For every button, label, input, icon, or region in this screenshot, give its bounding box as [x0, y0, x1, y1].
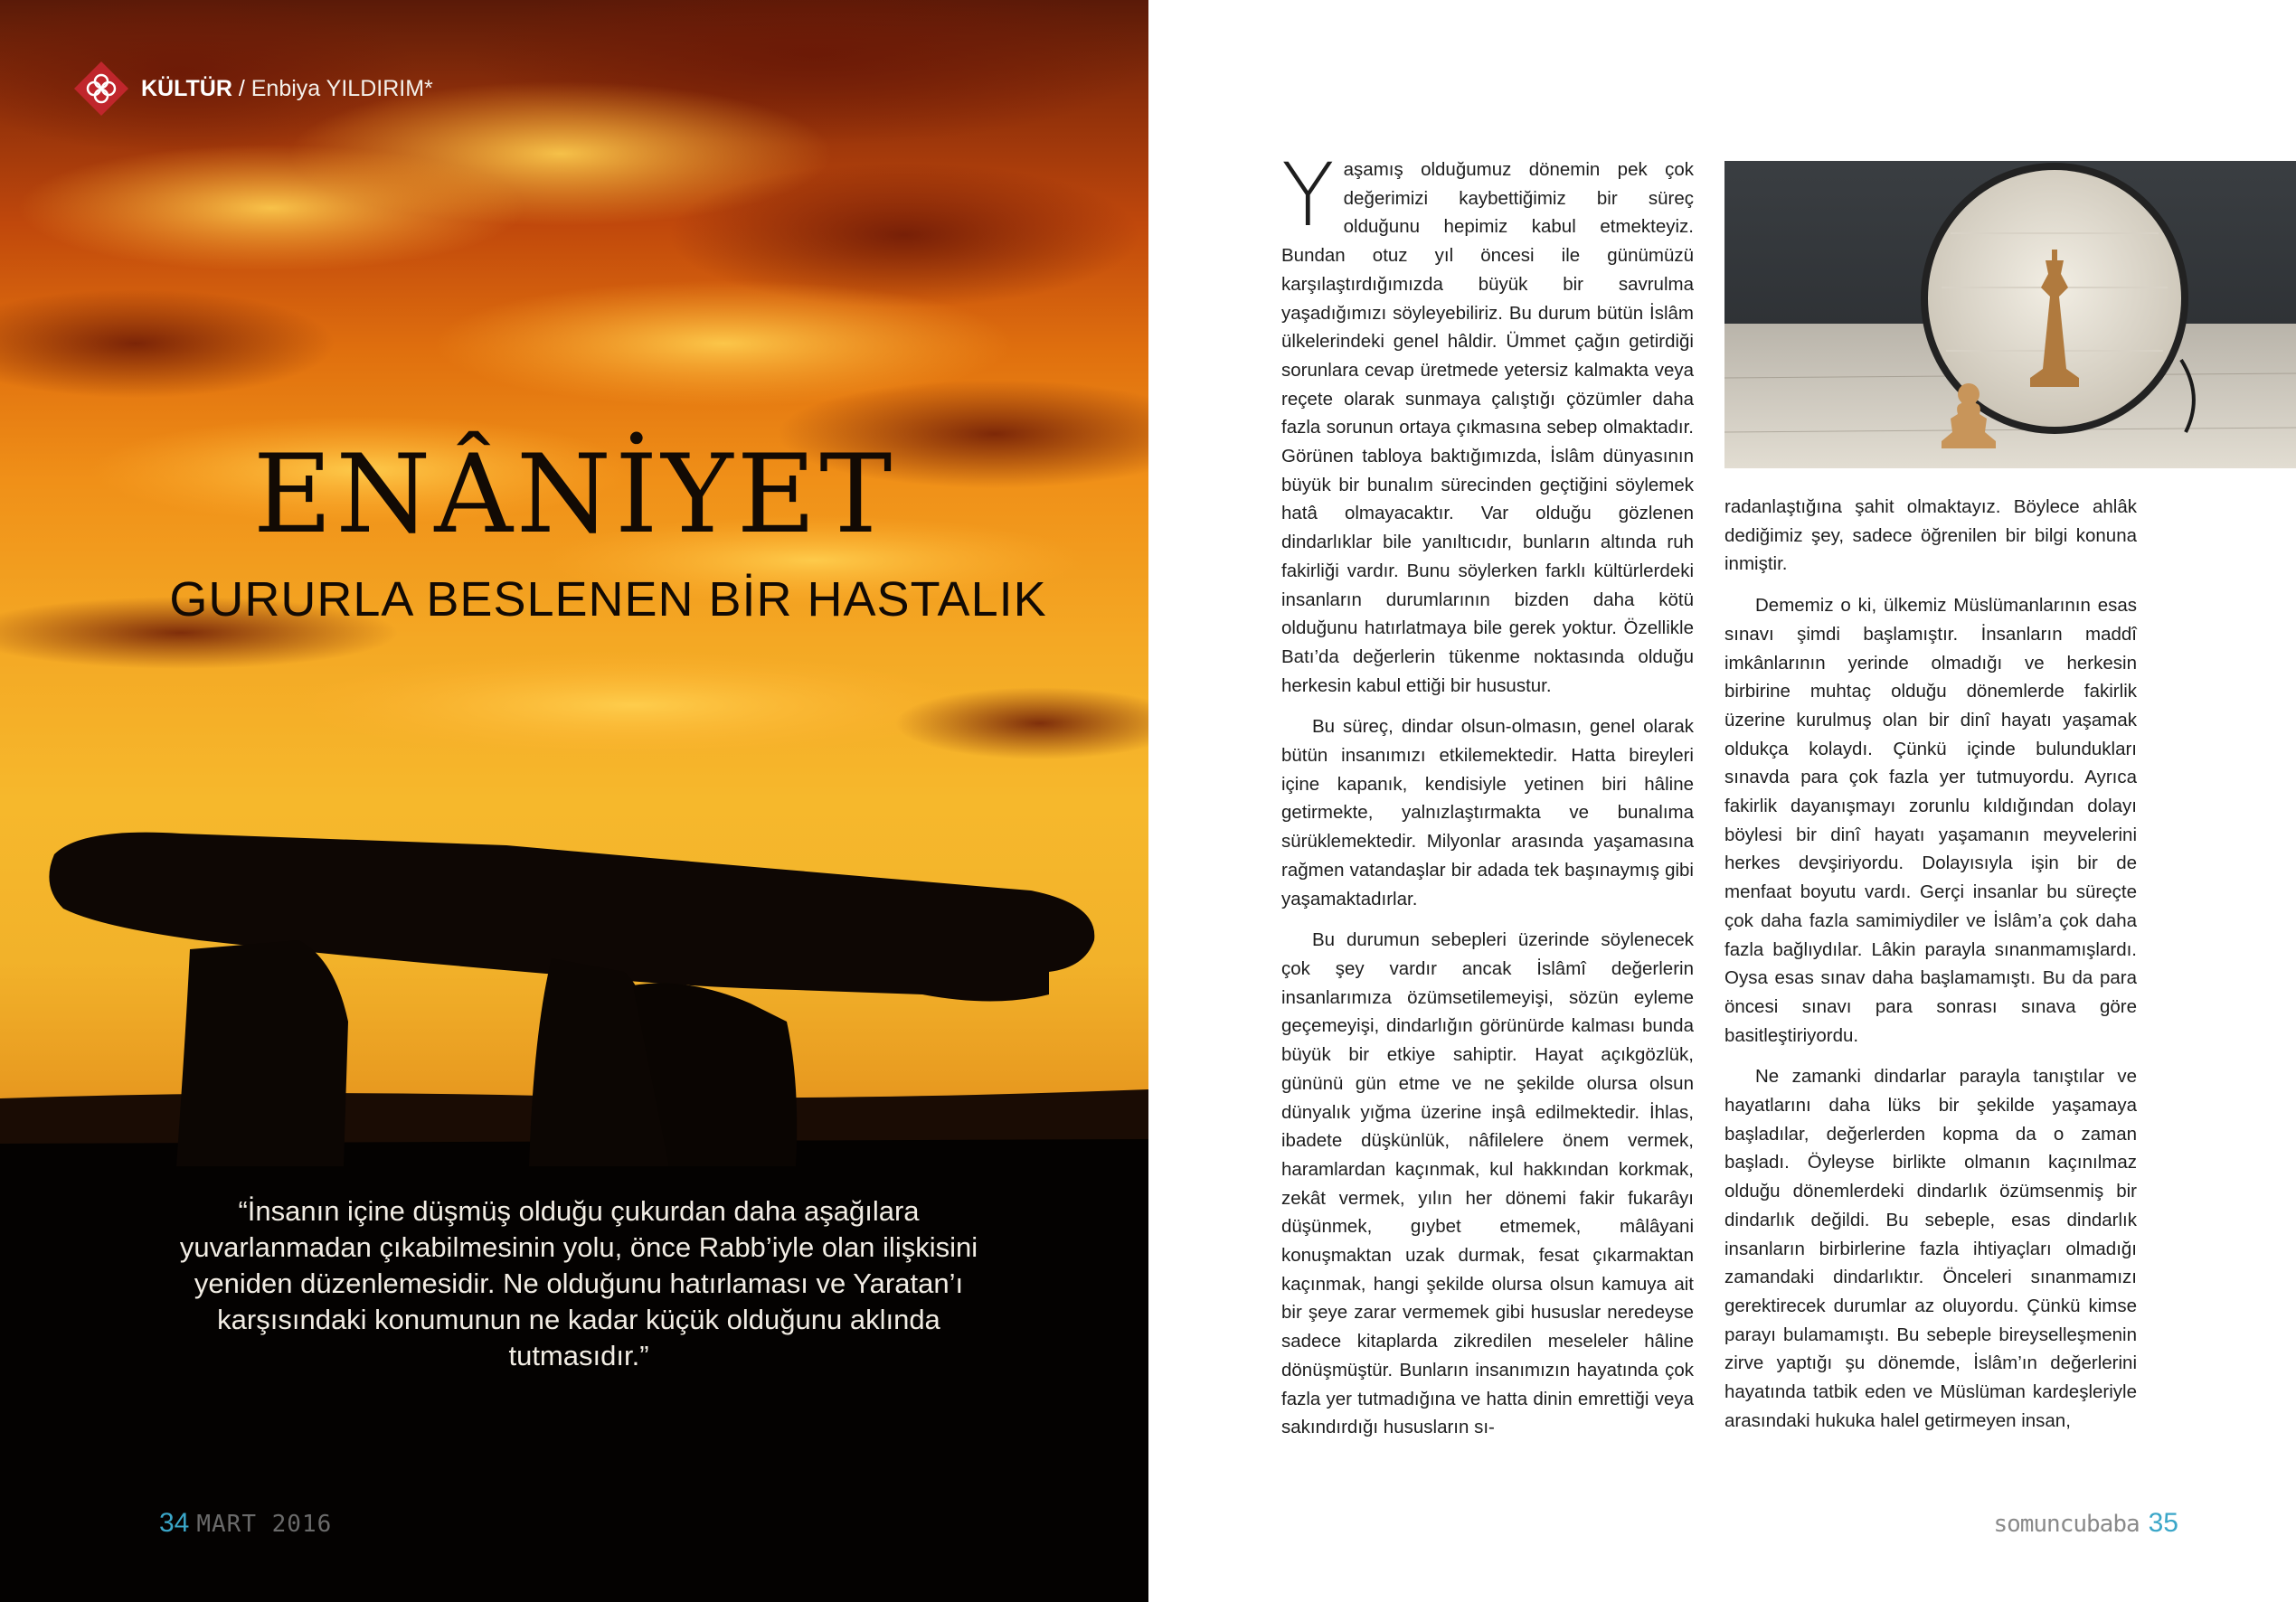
- left-folio: [159, 1508, 332, 1539]
- article-subtitle: GURURLA BESLENEN BİR HASTALIK: [169, 572, 1047, 627]
- mirror-chess-photo: [1724, 161, 2296, 468]
- paragraph: Bu durumun sebepleri üzerinde söylenecek çok şey vardır ancak İslâmî değerlerin insanlarımıza özümsetilemeyişi, sözün eyleme geçemeyişi, dindarlığın görünürde kalması bunda büyük bir etkiye sahiptir. Hayat açıkgözlük, gününü gün etme ve ne şekilde olursa olsun dünyalık yığma üzerine inşâ edilmektedir. İhlas, ibadete düşkünlük, nâfilelere önem vermek, haramlardan kaçınmak, kul hakkından korkmak, zekât vermek, yılın her dönemi fakir fukarâyı düşünmek, gıybet etmemek, mâlâyani konuşmaktan uzak durmak, fesat çıkarmaktan kaçınmak, hangi şekilde olursa olsun kamuya ait bir şeye zarar vermemek gibi hususlar neredeyse sadece kitaplarda zikredilen meseleler hâline dönüşmüştür. Bunların insanımızın hayatında çok fazla yer tutmadığına ve hatta dinin emrettiği veya sakındırdığı hususların sı-: [1281, 929, 1694, 1438]
- tag-separator: /: [231, 75, 251, 101]
- paragraph: radanlaştığına şahit olmaktayız. Böylece ahlâk dediğimiz şey, sadece öğrenilen bir bilgi konuna inmiştir.: [1724, 496, 2137, 575]
- right-page-number: 35: [2148, 1508, 2178, 1538]
- text-column-1: [1281, 145, 1694, 1455]
- paragraph: Dememiz o ki, ülkemiz Müslümanlarının esas sınavı şimdi başlamıştır. İnsanların maddî imkânlarının yerinde olmadığı ve herkesin birbirine muhtaç olduğu dönemlerde fakirlik üzerine kurulmuş olan bir dinî hayatı yaşamak oldukça kolaydı. Çünkü içinde bulundukları sınavda para çok fazla yer tutmuyordu. Ayrıca fakirlik dayanışmayı zorunlu kıldığından dolayı böylesi bir dinî hayatı yaşamanın meyvelerini herkes devşiriyordu. Dolayısıyla işin bir de menfaat boyutu vardı. Gerçi insanlar bu süreçte çok daha fazla samimiydiler ve İslâm’a çok daha fazla bağlıydılar. Lâkin parayla sınanmamışlardı. Oysa esas sınav daha başlamamıştı. Bu da para öncesi sınavı para sonrası sınava göre basitleştiriyordu.: [1724, 595, 2137, 1046]
- right-page: [1148, 0, 2296, 1602]
- diamond-logo-icon: [72, 60, 130, 118]
- paragraph: [1281, 145, 1694, 700]
- text-column-2: [1724, 493, 2137, 1448]
- paragraph-text: aşamış olduğumuz dönemin pek çok değerimizi kaybettiğimiz bir süreç olduğunu hepimiz kabul etmekteyiz. Bundan otuz yıl öncesi ile günümüzü karşılaştırdığımızda büyük bir savrulma yaşadığımızı söyleyebiliriz. Bu durum bütün İslâm ülkelerindeki genel hâldir. Ümmet çağın getirdiği sorunlara cevap üretmede yetersiz kalmakta veya reçete olarak sunmaya çalıştığı çözümler daha fazla sorunun ortaya çıkmasına sebep olmaktadır. Görünen tabloya baktığımızda, İslâm dünyasının büyük bir bunalım sürecinden geçtiğini söylemek hatâ olmayacaktır. Var olduğu gözlenen dindarlıklar bile yanıltıcıdır, bunların altında ruh fakirliği vardır. Bunu söylerken farklı kültürlerdeki insanların durumlarının bizden daha kötü olduğunu hatırlatmaya bile gerek yoktur. Özellikle Batı’da değerlerin tükenme noktasında olduğu herkesin kabul ettiği bir husustur.: [1281, 159, 1694, 696]
- paragraph: Bu süreç, dindar olsun-olmasın, genel olarak bütün insanımızı etkilemektedir. Hatta bireyleri içine kapanık, kendisiyle yetinen biri hâline getirmekte, yalnızlaştırmakta ve bunalıma sürüklemektedir. Milyonlar arasında yaşamasına rağmen vatandaşlar bir adada tek başınaymış gibi yaşamaktadırlar.: [1281, 716, 1694, 909]
- magazine-brand: somuncubaba: [1993, 1511, 2140, 1538]
- drop-cap: Y: [1281, 145, 1335, 246]
- author-name: Enbiya YILDIRIM*: [250, 75, 433, 101]
- pull-quote: “İnsanın içine düşmüş olduğu çukurdan daha aşağılara yuvarlanmadan çıkabilmesinin yolu, önce Rabb’iyle olan ilişkisini yeniden düzenlemesidir. Ne olduğunu hatırlaması ve Yaratan’ı karşısındaki konumunun ne kadar küçük olduğunu aklında tutmasıdır.”: [179, 1195, 978, 1371]
- paragraph: Ne zamanki dindarlar parayla tanıştılar ve hayatlarını daha lüks bir şekilde yaşamaya başladılar, değerlerden kopma da o zaman başladı. Öyleyse birlikte olmanın kaçınılmaz olduğu dönemlerdeki dindarlık özümsenmiş bir dindarlık değildi. Bu sebeple, esas dindarlık insanların birbirlerine fazla ihtiyaçları olmadığı zamandaki dindarlıktır. Önceleri sınanmamızı gerektirecek durumlar az oluyordu. Çünkü kimse parayı bulamamıştı. Bu sebeple bireyselleşmenin zirve yaptığı şu dönemde, İslâm’ın değerlerini hayatında tatbik eden ve Müslüman kardeşleriyle arasındaki hukuka halel getirmeyen insan,: [1724, 1066, 2137, 1431]
- left-page-number: 34: [159, 1508, 190, 1538]
- mirror-chess-illustration: [1724, 161, 2296, 468]
- section-label: KÜLTÜR: [141, 75, 232, 101]
- section-tag: [72, 60, 433, 118]
- issue-date: MART 2016: [196, 1511, 333, 1538]
- article-title: ENÂNİYET: [252, 432, 896, 558]
- right-folio: [1993, 1508, 2178, 1539]
